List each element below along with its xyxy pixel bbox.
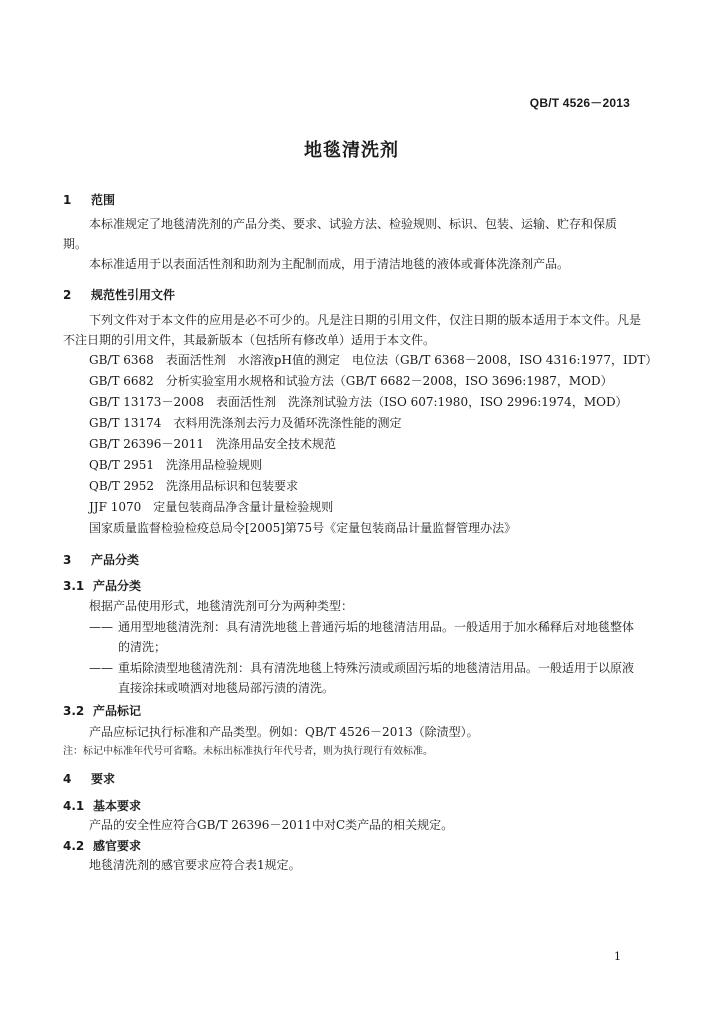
references-intro: 下列文件对于本文件的应用是必不可少的。凡是注日期的引用文件，仅注日期的版本适用于本文件。凡是不注日期的引用文件，其最新版本（包括所有修改单）适用于本文件。	[63, 313, 642, 347]
subsection-3-2-heading	[63, 702, 141, 719]
section-number: 3	[63, 553, 72, 567]
section-3-heading	[63, 551, 139, 568]
section-number: 2	[63, 288, 72, 302]
reference-item: 国家质量监督检验检疫总局令[2005]第75号《定量包装商品计量监督管理办法》	[89, 521, 517, 535]
reference-item: JJF 1070 定量包装商品净含量计量检验规则	[89, 500, 334, 514]
section-number: 4	[63, 772, 72, 786]
sensory-requirement-text: 地毯清洗剂的感官要求应符合表1规定。	[89, 858, 301, 872]
reference-item: GB/T 6682 分析实验室用水规格和试验方法（GB/T 6682－2008，ISO 3696:1987，MOD）	[89, 374, 613, 388]
reference-item: GB/T 13173－2008 表面活性剂 洗涤剂试验方法（ISO 607:1980，ISO 2996:1974，MOD）	[89, 395, 628, 409]
reference-item: GB/T 13174 衣料用洗涤剂去污力及循环洗涤性能的测定	[89, 416, 402, 430]
reference-item: GB/T 6368 表面活性剂 水溶液pH值的测定 电位法（GB/T 6368－2008，ISO 4316:1977，IDT）	[89, 353, 658, 367]
subsection-number: 4.1	[63, 799, 85, 813]
subsection-number: 4.2	[63, 839, 85, 853]
document-title: 地毯清洗剂	[304, 140, 399, 161]
section-1-heading	[63, 191, 115, 208]
section-title: 范围	[91, 193, 116, 207]
subsection-title: 基本要求	[93, 799, 142, 813]
page-number: 1	[614, 950, 621, 963]
subsection-4-2-heading	[63, 837, 141, 854]
basic-requirement-text: 产品的安全性应符合GB/T 26396－2011中对C类产品的相关规定。	[89, 818, 454, 832]
classification-intro: 根据产品使用形式，地毯清洗剂可分为两种类型：	[89, 599, 354, 613]
section-2-heading	[63, 286, 175, 303]
section-number: 1	[63, 193, 72, 207]
reference-item: GB/T 26396－2011 洗涤用品安全技术规范	[89, 437, 336, 451]
marking-note: 注：标记中标准年代号可省略。未标出标准执行年代号者，则为执行现行有效标准。	[63, 746, 433, 757]
list-dash: ——	[89, 620, 113, 634]
reference-item: QB/T 2951 洗涤用品检验规则	[89, 458, 263, 472]
marking-text: 产品应标记执行标准和产品类型。例如：QB/T 4526－2013（除渍型）。	[89, 725, 479, 739]
subsection-4-1-heading	[63, 797, 141, 814]
standard-code: QB/T 4526－2013	[529, 96, 630, 110]
reference-item: QB/T 2952 洗涤用品标识和包装要求	[89, 479, 299, 493]
section-title: 产品分类	[91, 553, 140, 567]
list-dash: ——	[89, 661, 113, 675]
subsection-3-1-heading	[63, 577, 141, 594]
section-title: 规范性引用文件	[91, 288, 176, 302]
subsection-number: 3.1	[63, 579, 85, 593]
type-stain-removal: 重垢除渍型地毯清洗剂：具有清洗地毯上特殊污渍或顽固污垢的地毯清洁用品。一般适用于以原液直接涂抹或喷洒对地毯局部污渍的清洗。	[118, 661, 635, 695]
scope-paragraph-2: 本标准适用于以表面活性剂和助剂为主配制而成，用于清洁地毯的液体或膏体洗涤剂产品。	[89, 257, 570, 271]
subsection-title: 产品分类	[93, 579, 142, 593]
subsection-number: 3.2	[63, 704, 85, 718]
section-title: 要求	[91, 772, 116, 786]
subsection-title: 产品标记	[93, 704, 142, 718]
scope-paragraph-1: 本标准规定了地毯清洗剂的产品分类、要求、试验方法、检验规则、标识、包装、运输、贮存和保质期。	[63, 217, 618, 251]
section-4-heading	[63, 770, 115, 787]
subsection-title: 感官要求	[93, 839, 142, 853]
type-general: 通用型地毯清洗剂：具有清洗地毯上普通污垢的地毯清洁用品。一般适用于加水稀释后对地毯整体的清洗；	[118, 620, 635, 654]
